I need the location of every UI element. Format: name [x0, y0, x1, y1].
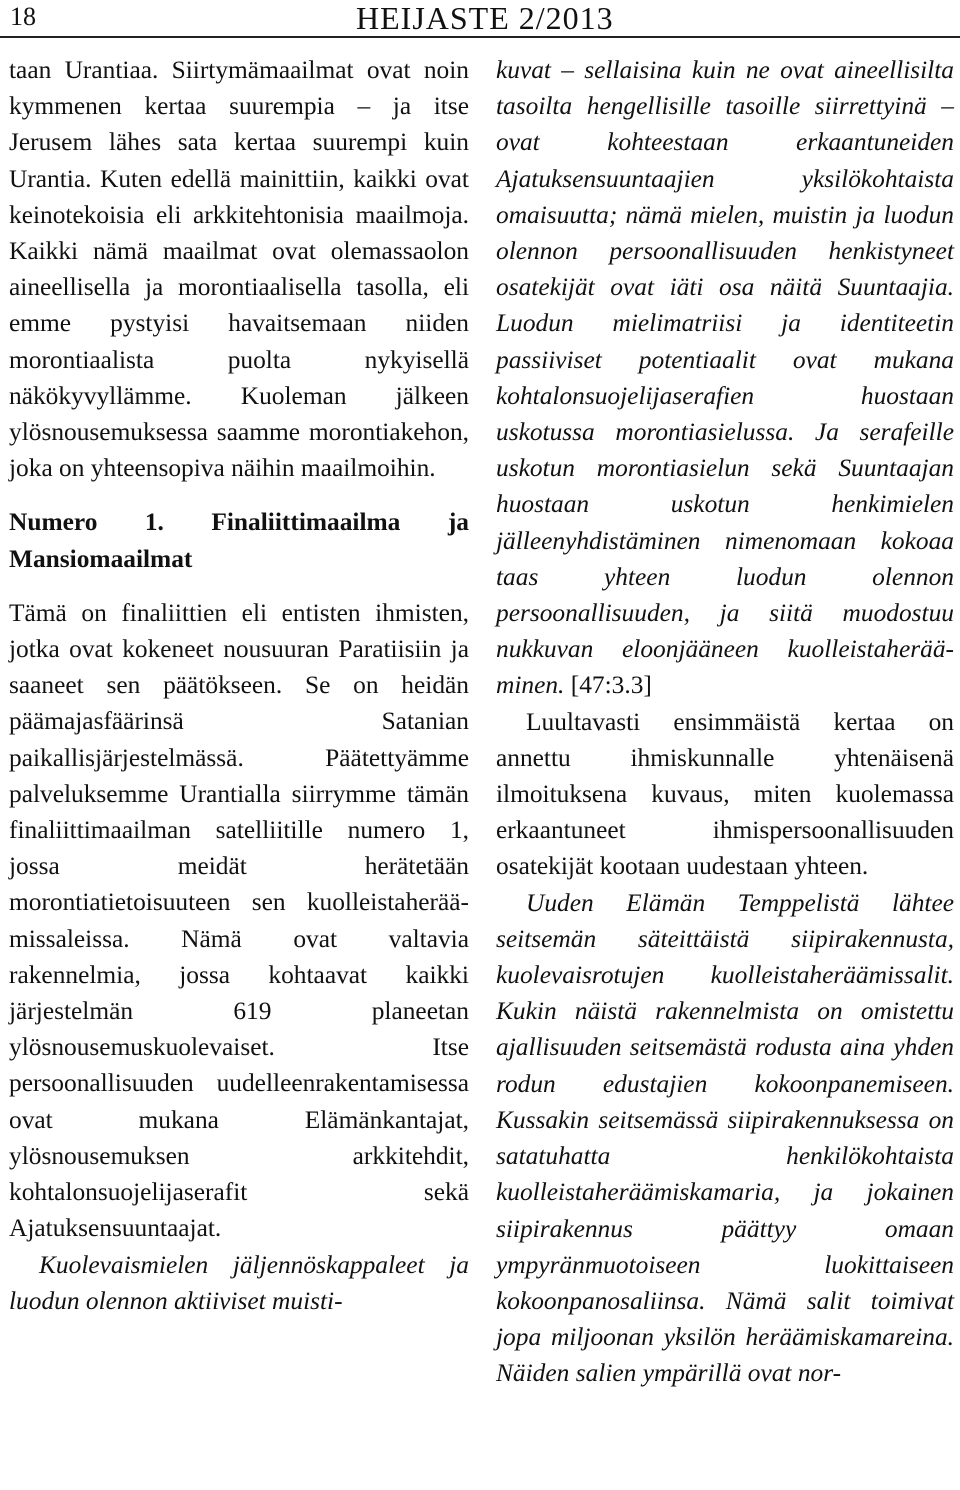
article-paragraph: Tämä on finaliittien eli entisten ihmisten, jotka ovat kokeneet nousuuran Paratiisiin ja saaneet sen päätökseen. Se on heidän päämajasfäärinsä Satanian paikallisjärjestelmässä. Päätettyämme palveluksemme Urantialla siirrymme tämän finaliittimaailman satelliitille numero 1, jossa meidät herätetään morontiatietoisuuteen sen kuolleistaheräämissaleissa. Nämä ovat valtavia rakennelmia, jossa kohtaavat kaikki järjestelmän 619 planeetan ylösnousemuskuolevaiset. Itse persoonallisuuden uudelleenrakentamisessa ovat mukana Elämänkantajat, ylösnousemuksen arkkitehdit, kohtalonsuojelijaserafit sekä Ajatuksensuuntaajat. [9, 598, 469, 1243]
quote-paragraph [496, 52, 954, 704]
page-header [0, 0, 960, 36]
quote-paragraph: Kuolevaismielen jäljennöskappaleet ja luodun olennon aktiiviset muisti- [9, 1250, 469, 1315]
quote-paragraph: Uuden Elämän Temppelistä lähtee seitsemän säteittäistä siipirakennusta, kuolevaisrotujen kuolleistaheräämissalit. Kukin näistä rakennelmista on omistettu ajallisuuden seitsemästä rodusta aina yhden rodun edustajien kokoonpanemiseen. Kussakin seitsemässä siipirakennuksessa on satatuhatta henkilökohtaista kuolleistaheräämiskamaria, ja jokainen siipirakennus päättyy omaan ympyränmuotoiseen luokittaiseen kokoonpanosaliinsa. Nämä salit toimivat jopa miljoonan yksilön heräämiskamareina. Näiden salien ympärillä ovat nor- [496, 888, 954, 1388]
page-number: 18 [10, 2, 36, 31]
section-heading: Numero 1. Finaliittimaailma ja Mansiomaailmat [9, 508, 469, 573]
right-column [496, 52, 954, 1392]
reference: [47:3.3] [564, 671, 652, 700]
article-paragraph: taan Urantiaa. Siirtymämaailmat ovat noin kymmenen kertaa suurempia – ja itse Jerusem lähes sata kertaa suurempi kuin Urantia. Kuten edellä mainittiin, kaikki ovat keinotekoisia eli arkkitehtonisia maailmoja. Kaikki nämä maailmat ovat olemassaolon aineellisella ja morontiaalisella tasolla, eli emme pystyisi havaitsemaan niiden morontiaalista puolta nykyisellä näkökyvyllämme. Kuoleman jälkeen ylösnousemuksessa saamme morontiakehon, joka on yhteensopiva näihin maailmoihin. [9, 56, 469, 483]
quote-text: kuvat – sellaisina kuin ne ovat aineellisilta tasoilta hengellisille tasoille siirrettyinä – ovat kohteestaan erkaantuneiden Ajatuksensuuntaajien yksilökohtaista omaisuutta; nämä mielen, muistin ja luodun olennon persoonallisuuden henkistyneet osatekijät ovat iäti osa näitä Suuntaajia. Luodun mielimatriisi ja identiteetin passiiviset potentiaalit ovat mukana kohtalonsuojelijaserafien huostaan uskotussa morontiasielussa. Ja serafeille uskotun morontiasielun sekä Suuntaajan huostaan uskotun henkimielen jälleenyhdistäminen nimenomaan kokoaa taas yhteen luodun olennon persoonallisuuden, ja siitä muodostuu nukkuvan eloonjääneen kuolleistaherääminen. [496, 56, 954, 700]
article-paragraph: Luultavasti ensimmäistä kertaa on annettu ihmiskunnalle yhtenäisenä ilmoituksena kuvaus, miten kuolemassa erkaantuneet ihmispersoonallisuuden osatekijät kootaan uudestaan yhteen. [496, 707, 954, 881]
journal-title: HEIJASTE 2/2013 [356, 0, 614, 36]
header-rule [0, 36, 960, 38]
left-column [9, 52, 469, 1319]
